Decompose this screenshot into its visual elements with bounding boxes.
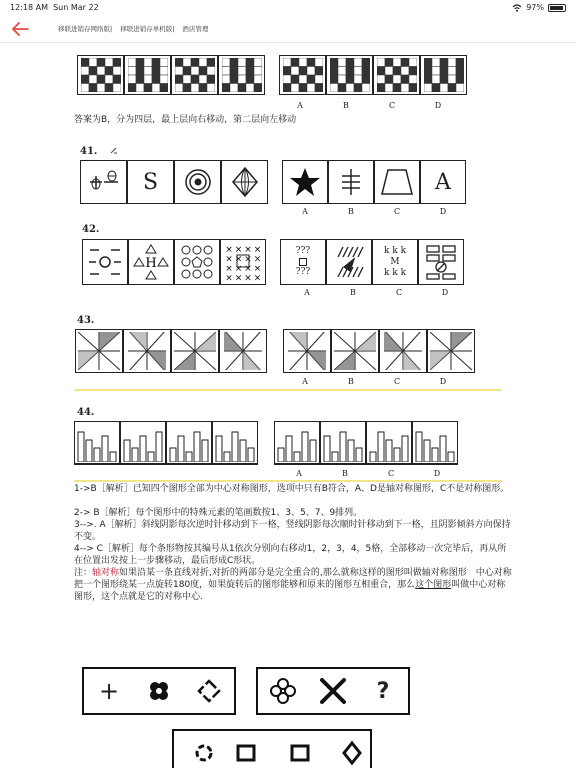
checker-option <box>326 55 373 95</box>
figure-letter-s: S <box>127 160 174 204</box>
x-glyph: × <box>244 254 252 265</box>
question-42-option-labels: A B C D <box>304 288 449 297</box>
checker-question-figures <box>77 55 265 95</box>
option-star <box>282 160 328 204</box>
pinwheel-option <box>283 329 331 373</box>
tab-hotel-management[interactable]: 酒店管理 <box>182 25 209 33</box>
checker-option <box>420 55 467 95</box>
option-slashes <box>326 239 372 285</box>
battery-icon <box>548 4 566 12</box>
option-rectangles <box>418 239 464 285</box>
bar-figure <box>166 421 212 465</box>
status-time: 12:18 AM Sun Mar 22 <box>10 3 99 12</box>
option-bars-symbol <box>328 160 374 204</box>
glyph-h: H <box>145 256 157 271</box>
highlight-line-2 <box>74 480 502 482</box>
question-41-option-labels: A B C D <box>302 207 447 216</box>
figure-x-shape <box>308 669 358 713</box>
bottom-question-figures <box>82 667 410 715</box>
x-glyph: × <box>253 273 262 282</box>
pinwheel-figure <box>75 329 123 373</box>
bar-figure <box>212 421 258 465</box>
document-content <box>0 43 576 768</box>
bar-figure <box>120 421 166 465</box>
wifi-icon <box>512 4 522 12</box>
option-question-marks: ??? ??? <box>280 239 326 285</box>
bar-option <box>320 421 366 465</box>
checker-option-figures <box>279 55 467 95</box>
x-glyph: × <box>225 254 233 265</box>
option-label-a: A <box>297 101 303 110</box>
figure-concentric-circles <box>174 160 221 204</box>
figure-clover <box>134 669 184 713</box>
answer-top-text: 答案为B，分为四层，最上层向右移动，第二层向左移动 <box>74 115 297 125</box>
bottom-option-figures <box>172 729 372 768</box>
x-glyph: × <box>234 254 243 265</box>
bar-option <box>366 421 412 465</box>
x-glyph: × <box>253 254 262 265</box>
bar-option <box>412 421 458 465</box>
question-44-option-labels: A B C D <box>296 469 441 478</box>
question-43-number: 43. <box>77 315 95 326</box>
figure-theta-symbols <box>80 160 127 204</box>
option-k-letters: k k k M k k k <box>372 239 418 285</box>
x-glyph: × <box>234 245 243 255</box>
checker-figure <box>124 55 171 95</box>
figure-octagon <box>184 669 234 713</box>
option-label-b: B <box>343 101 349 110</box>
option-letter-a: A <box>420 160 466 204</box>
figure-diamond-cross <box>221 160 268 204</box>
checker-question-row <box>77 55 467 95</box>
pinwheel-option <box>427 329 475 373</box>
figure-dashes-circle <box>82 239 128 285</box>
status-bar <box>0 0 576 16</box>
question-41-number: 41. <box>80 146 98 157</box>
pinwheel-option <box>379 329 427 373</box>
bottom-options-shapes <box>174 731 370 768</box>
x-glyph: × <box>244 273 252 282</box>
x-glyph: × <box>234 273 243 282</box>
figure-circles-pentagon <box>174 239 220 285</box>
edit-mark-icon <box>110 147 118 155</box>
tab-standalone-version[interactable]: 移联进销存单机版| <box>120 25 175 33</box>
question-42-number: 42. <box>82 224 100 235</box>
figure-triangles-h <box>128 239 174 285</box>
question-44-figures <box>74 421 458 465</box>
bar-option <box>274 421 320 465</box>
highlight-line <box>74 389 502 391</box>
x-glyph: × <box>253 245 262 255</box>
x-glyph: × <box>253 264 262 274</box>
tab-network-version[interactable]: 移联进销存网络版| <box>58 25 113 33</box>
battery-percent: 97% <box>526 3 544 12</box>
pinwheel-figure <box>123 329 171 373</box>
question-43-figures <box>75 329 475 373</box>
checker-figure <box>171 55 218 95</box>
question-43-option-labels: A B C D <box>302 377 447 386</box>
x-glyph: × <box>244 264 252 274</box>
x-glyph: × <box>225 264 233 274</box>
note-paragraph: 注：轴对称如果沿某一条直线对折,对折的两部分是完全重合的,那么就称这样的图形叫做轴对称图形 中心对称 把一个图形绕某一点旋转180度，如果旋转后的图形能够和原来的图形互相重合，那么这个图形叫做中心对称图形，这个点就是它的对称中心. <box>74 568 521 602</box>
nav-tabs <box>58 24 208 33</box>
question-44-number: 44. <box>77 407 95 418</box>
bar-figure <box>74 421 120 465</box>
option-label-d: D <box>434 101 442 110</box>
checker-figure <box>218 55 265 95</box>
explanation-1: 1->B［解析］已知四个图形全部为中心对称图形，选项中只有B符合，A、D是轴对称图形，C不是对称图形。 <box>74 484 510 494</box>
figure-four-circles <box>258 669 308 713</box>
axis-symmetry-term: 轴对称 <box>92 568 120 578</box>
back-arrow-icon[interactable] <box>8 16 34 42</box>
navigation-bar <box>0 16 576 43</box>
explanation-4: 4--> C［解析］每个条形物按其编号从1依次分别向右移动1，2，3，4，5格，全部移动一次完毕后，再从所在位置出发按上一步骤移动，最后形成C形状。 <box>74 544 507 566</box>
figure-x-grid <box>220 239 266 285</box>
pinwheel-option <box>331 329 379 373</box>
pinwheel-figure <box>219 329 267 373</box>
x-glyph: × <box>244 245 252 255</box>
option-label-c: C <box>388 101 396 110</box>
checker-option-labels <box>277 101 461 110</box>
question-41-figures <box>80 160 466 204</box>
checker-figure <box>77 55 124 95</box>
explanation-2: 2-> B［解析］每个图形中的特殊元素的笔画数按1、3、5、7、9排列。 <box>74 508 363 518</box>
figure-plus: + <box>98 677 120 705</box>
x-glyph: × <box>225 273 233 282</box>
pinwheel-figure <box>171 329 219 373</box>
status-right <box>512 3 566 12</box>
figure-question-mark: ? <box>376 678 390 704</box>
x-glyph: × <box>234 264 243 274</box>
question-42-figures <box>82 239 464 285</box>
x-glyph: × <box>225 245 233 255</box>
explanation-3: 3-->. A［解析］斜线阴影每次逆时针移动到下一格，竖线阴影每次顺时针移动到下一格，且阴影倾斜方向保持不变。 <box>74 520 511 542</box>
checker-option <box>279 55 326 95</box>
option-trapezoid <box>374 160 420 204</box>
checker-option <box>373 55 420 95</box>
